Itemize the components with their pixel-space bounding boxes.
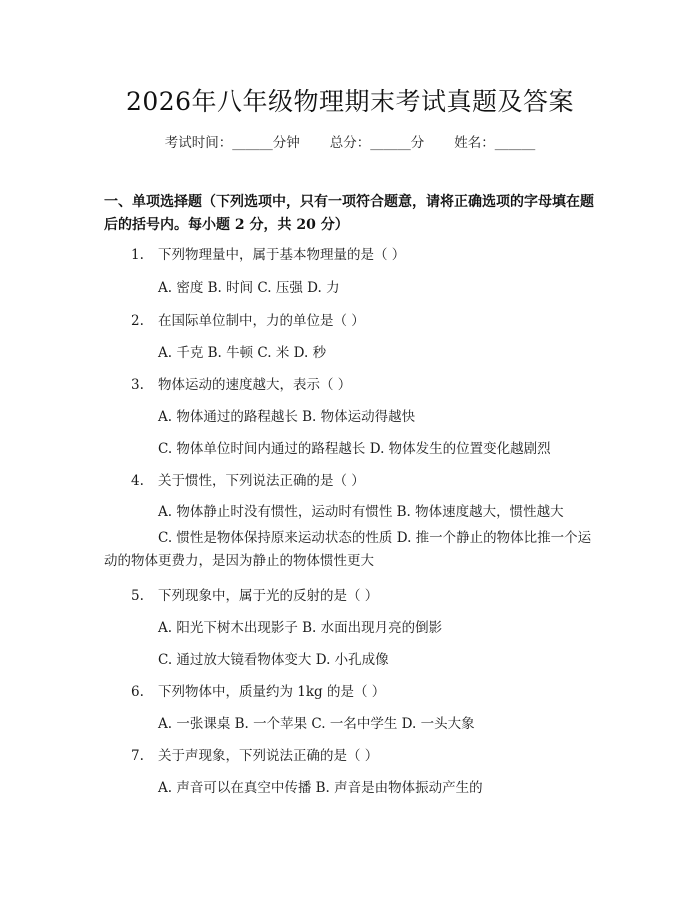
question-text: 物体运动的速度越大，表示（ ）	[158, 377, 352, 393]
exam-meta	[0, 131, 700, 151]
question-number: 3.	[131, 377, 144, 393]
question-5	[131, 584, 378, 604]
question-text: 下列物体中，质量约为 1kg 的是（ ）	[158, 684, 386, 700]
exam-time-label: 考试时间：______分钟	[164, 135, 300, 151]
question-5-options-ab: A. 阳光下树木出现影子 B. 水面出现月亮的倒影	[158, 620, 443, 636]
question-number: 6.	[131, 684, 144, 700]
question-7	[131, 744, 378, 764]
question-1	[131, 243, 405, 263]
question-text: 下列物理量中，属于基本物理量的是（ ）	[158, 247, 406, 263]
question-6	[131, 680, 385, 700]
question-text: 关于惯性，下列说法正确的是（ ）	[158, 473, 365, 489]
question-2-options: A. 千克 B. 牛顿 C. 米 D. 秒	[158, 345, 327, 361]
question-text: 关于声现象，下列说法正确的是（ ）	[158, 748, 379, 764]
question-text: 下列现象中，属于光的反射的是（ ）	[158, 588, 379, 604]
question-2	[131, 309, 365, 329]
question-5-options-cd: C. 通过放大镜看物体变大 D. 小孔成像	[158, 652, 389, 668]
question-number: 5.	[131, 588, 144, 604]
question-4-options-ab: A. 物体静止时没有惯性，运动时有惯性 B. 物体速度越大，惯性越大	[158, 504, 564, 520]
question-number: 7.	[131, 748, 144, 764]
question-6-options: A. 一张课桌 B. 一个苹果 C. 一名中学生 D. 一头大象	[158, 716, 475, 732]
question-7-options-ab: A. 声音可以在真空中传播 B. 声音是由物体振动产生的	[158, 780, 483, 796]
question-text: 在国际单位制中，力的单位是（ ）	[158, 313, 365, 329]
question-1-options: A. 密度 B. 时间 C. 压强 D. 力	[158, 280, 340, 296]
total-score-label: 总分：______分	[329, 135, 425, 151]
question-3-options-cd: C. 物体单位时间内通过的路程越长 D. 物体发生的位置变化越剧烈	[158, 441, 551, 457]
question-number: 1.	[131, 247, 144, 263]
question-number: 4.	[131, 473, 144, 489]
question-4	[131, 469, 365, 489]
question-3	[131, 373, 351, 393]
question-4-options-cd: C. 惯性是物体保持原来运动状态的性质 D. 推一个静止的物体比推一个运动的物体更费力，是因为静止的物体惯性更大	[104, 530, 592, 569]
page-title: 2026年八年级物理期末考试真题及答案	[125, 87, 575, 116]
question-3-options-ab: A. 物体通过的路程越长 B. 物体运动得越快	[158, 409, 416, 425]
question-number: 2.	[131, 313, 144, 329]
section-heading: 一、单项选择题（下列选项中，只有一项符合题意，请将正确选项的字母填在题后的括号内。每小题 2 分，共 20 分）	[104, 194, 594, 233]
student-name-label: 姓名：______	[454, 135, 536, 151]
